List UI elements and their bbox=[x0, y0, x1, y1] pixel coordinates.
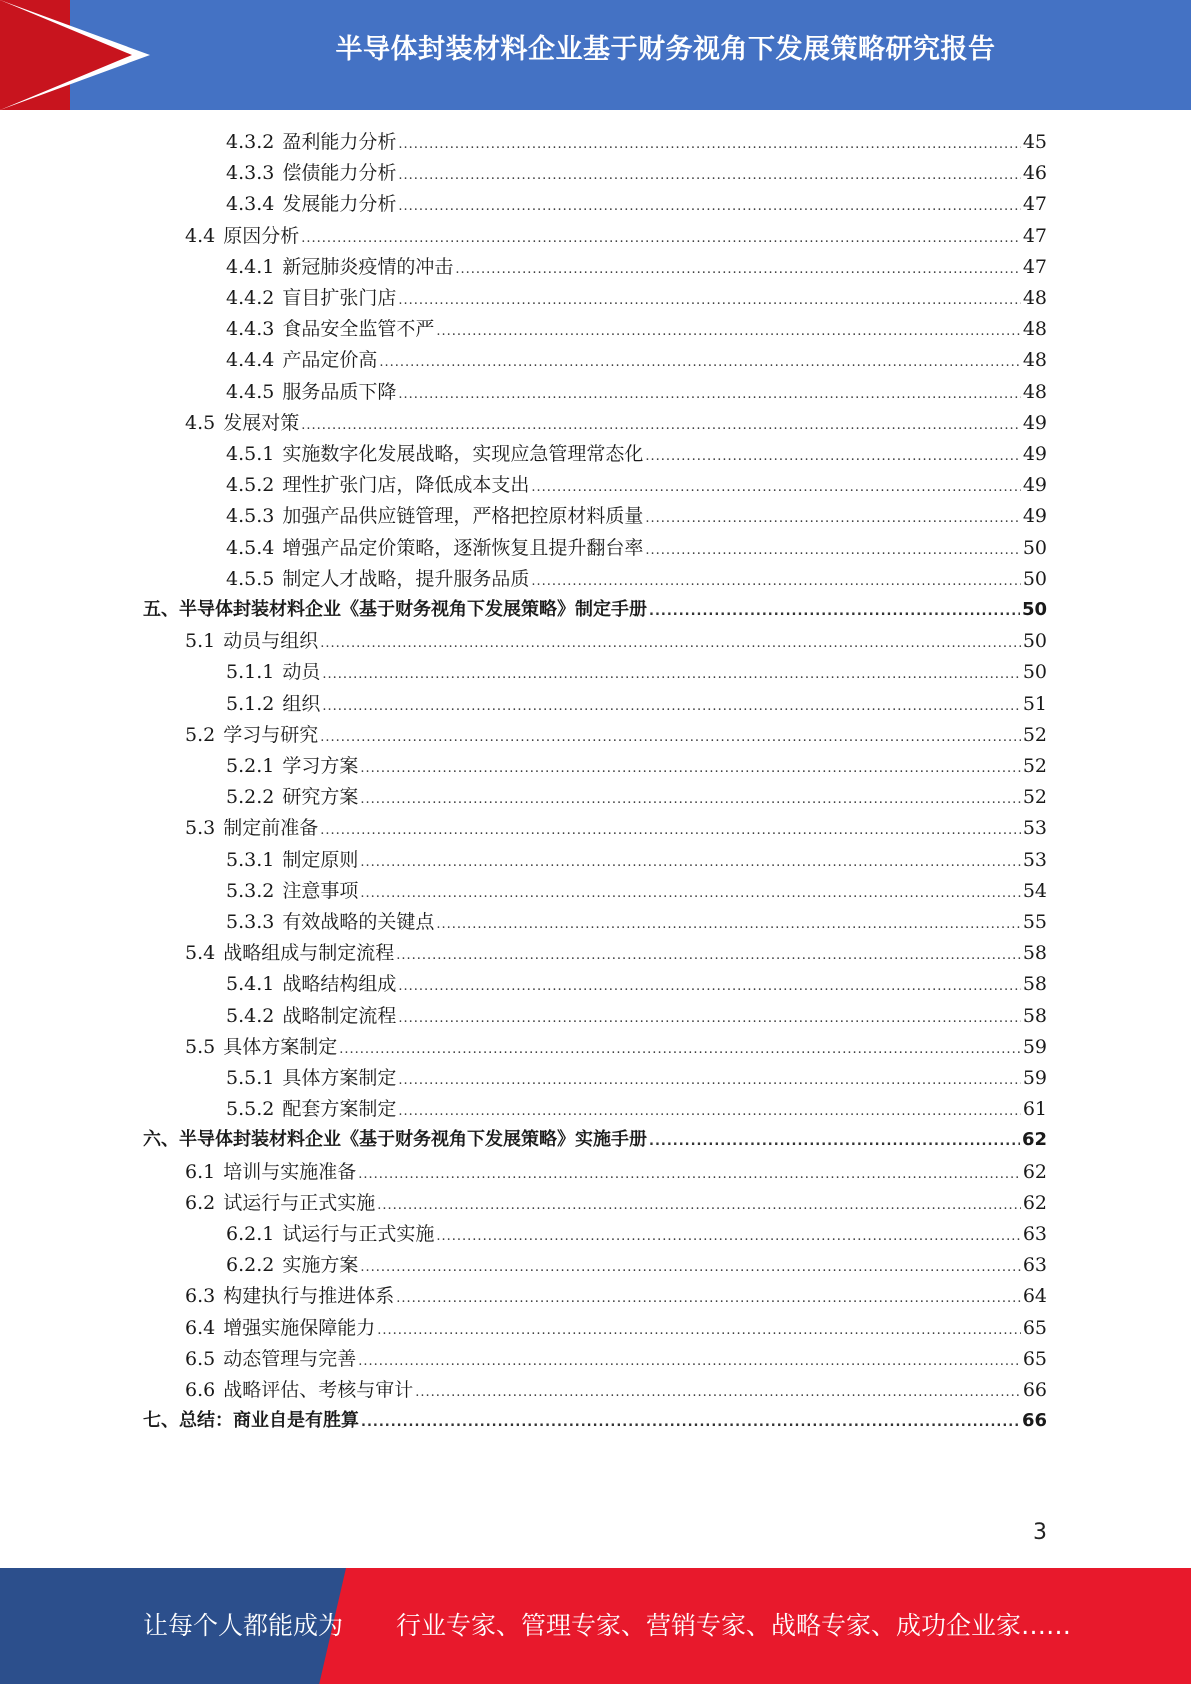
toc-entry-page: 55 bbox=[1022, 911, 1047, 933]
toc-dot-leader bbox=[322, 699, 1020, 714]
page-footer bbox=[0, 1568, 1191, 1684]
footer-slogan-left: 让每个人都能成为 bbox=[143, 1611, 344, 1640]
toc-entry-page: 66 bbox=[1022, 1379, 1047, 1401]
toc-entry[interactable] bbox=[185, 1188, 1047, 1219]
toc-entry-number: 4.5.5 bbox=[226, 567, 275, 590]
toc-dot-leader bbox=[360, 1260, 1020, 1275]
toc-entry-page: 50 bbox=[1022, 630, 1047, 653]
toc-entry-number: 5.2 bbox=[185, 723, 216, 746]
toc-entry-label: 食品安全监管不严 bbox=[282, 318, 435, 341]
toc-entry-number: 5.1.1 bbox=[226, 661, 275, 684]
toc-entry-label: 加强产品供应链管理，严格把控原材料质量 bbox=[282, 505, 644, 528]
page-header bbox=[0, 0, 1191, 110]
toc-entry-label: 战略结构组成 bbox=[282, 973, 397, 996]
toc-entry-label: 实施数字化发展战略，实现应急管理常态化 bbox=[282, 443, 644, 465]
toc-entry-label: 原因分析 bbox=[223, 224, 300, 247]
toc-entry-number: 5.3 bbox=[185, 817, 216, 840]
toc-entry-number: 5.5 bbox=[185, 1035, 216, 1058]
toc-entry-label: 构建执行与推进体系 bbox=[223, 1285, 395, 1308]
toc-entry[interactable] bbox=[226, 345, 1047, 376]
toc-dot-leader bbox=[396, 1291, 1021, 1306]
toc-dot-leader bbox=[455, 262, 1020, 277]
toc-entry-label: 偿债能力分析 bbox=[282, 162, 397, 185]
toc-entry-page: 48 bbox=[1022, 349, 1047, 372]
toc-entry-label: 学习方案 bbox=[282, 755, 359, 777]
toc-entry[interactable] bbox=[185, 221, 1047, 252]
toc-entry-label: 研究方案 bbox=[282, 786, 359, 809]
toc-entry-number: 4.4.1 bbox=[226, 255, 275, 278]
toc-entry-page: 47 bbox=[1022, 255, 1047, 278]
toc-entry-label: 动态管理与完善 bbox=[223, 1347, 357, 1370]
toc-entry-page: 62 bbox=[1022, 1191, 1047, 1214]
toc-entry-page: 49 bbox=[1022, 474, 1047, 497]
toc-dot-leader bbox=[645, 543, 1020, 558]
toc-entry-page: 47 bbox=[1022, 224, 1047, 247]
toc-entry-label: 增强实施保障能力 bbox=[223, 1316, 376, 1339]
toc-dot-leader bbox=[398, 1104, 1020, 1119]
toc-dot-leader bbox=[377, 1198, 1021, 1213]
toc-entry-page: 62 bbox=[1022, 1160, 1047, 1183]
toc-entry[interactable] bbox=[185, 1344, 1047, 1375]
toc-entry-page: 53 bbox=[1022, 817, 1047, 840]
toc-entry-number: 5.2.2 bbox=[226, 786, 275, 809]
toc-dot-leader bbox=[645, 449, 1020, 464]
toc-entry-label: 五、半导体封装材料企业《基于财务视角下发展策略》制定手册 bbox=[143, 599, 647, 620]
toc-entry-number: 6.1 bbox=[185, 1160, 216, 1183]
toc-entry-label: 发展能力分析 bbox=[282, 193, 397, 216]
toc-entry-label: 具体方案制定 bbox=[282, 1067, 397, 1089]
toc-entry-number: 4.4.2 bbox=[226, 287, 275, 309]
toc-dot-leader bbox=[360, 761, 1020, 776]
toc-entry[interactable] bbox=[226, 377, 1047, 408]
toc-entry[interactable] bbox=[226, 252, 1047, 283]
toc-entry-page: 63 bbox=[1022, 1223, 1047, 1245]
toc-entry-page: 49 bbox=[1022, 505, 1047, 528]
toc-entry[interactable] bbox=[226, 470, 1047, 501]
toc-entry-label: 七、总结：商业自是有胜算 bbox=[143, 1410, 359, 1432]
toc-entry-page: 62 bbox=[1021, 1129, 1047, 1151]
toc-entry-page: 54 bbox=[1022, 879, 1047, 902]
toc-entry-number: 4.5 bbox=[185, 411, 216, 434]
toc-entry-page: 64 bbox=[1022, 1285, 1047, 1308]
toc-entry[interactable] bbox=[226, 127, 1047, 158]
toc-dot-leader bbox=[398, 293, 1020, 308]
toc-entry-page: 50 bbox=[1022, 567, 1047, 590]
toc-entry[interactable] bbox=[226, 1063, 1047, 1094]
toc-dot-leader bbox=[436, 917, 1020, 932]
toc-entry-label: 试运行与正式实施 bbox=[223, 1191, 376, 1214]
toc-entry-label: 战略评估、考核与审计 bbox=[223, 1379, 414, 1401]
toc-entry-number: 4.5.3 bbox=[226, 505, 275, 528]
toc-entry-page: 50 bbox=[1021, 599, 1047, 620]
toc-entry[interactable] bbox=[143, 1406, 1047, 1437]
toc-dot-leader bbox=[361, 1415, 1020, 1430]
toc-dot-leader bbox=[322, 667, 1020, 682]
toc-dot-leader bbox=[398, 979, 1020, 994]
toc-entry[interactable] bbox=[143, 1125, 1047, 1156]
footer-slogan-right: 行业专家、管理专家、营销专家、战略专家、成功企业家…… bbox=[396, 1611, 1072, 1640]
report-title: 半导体封装材料企业基于财务视角下发展策略研究报告 bbox=[335, 34, 996, 65]
page-number: 3 bbox=[1033, 1520, 1047, 1545]
toc-entry[interactable] bbox=[226, 845, 1047, 876]
toc-entry-label: 战略制定流程 bbox=[282, 1004, 397, 1027]
toc-entry-number: 5.1 bbox=[185, 630, 216, 653]
toc-entry-number: 4.4.3 bbox=[226, 318, 275, 341]
toc-entry-label: 增强产品定价策略，逐渐恢复且提升翻台率 bbox=[282, 536, 644, 559]
toc-entry[interactable] bbox=[226, 1219, 1047, 1250]
toc-entry-label: 制定原则 bbox=[282, 848, 359, 871]
toc-entry-page: 47 bbox=[1022, 193, 1047, 216]
toc-entry-number: 4.5.2 bbox=[226, 474, 275, 497]
toc-entry-page: 58 bbox=[1022, 973, 1047, 996]
toc-entry-number: 5.2.1 bbox=[226, 755, 275, 777]
toc-entry-page: 51 bbox=[1022, 692, 1047, 715]
toc-dot-leader bbox=[398, 1011, 1020, 1026]
toc-entry-label: 具体方案制定 bbox=[223, 1035, 338, 1058]
toc-entry-page: 49 bbox=[1022, 411, 1047, 434]
toc-dot-leader bbox=[649, 1134, 1020, 1149]
toc-entry[interactable] bbox=[226, 969, 1047, 1000]
toc-entry-number: 5.3.2 bbox=[226, 879, 275, 902]
toc-entry[interactable] bbox=[185, 813, 1047, 844]
toc-entry-page: 61 bbox=[1022, 1098, 1047, 1121]
toc-dot-leader bbox=[531, 574, 1020, 589]
toc-entry-label: 培训与实施准备 bbox=[223, 1160, 357, 1183]
toc-entry[interactable] bbox=[226, 439, 1047, 470]
toc-entry[interactable] bbox=[226, 689, 1047, 720]
toc-entry-page: 45 bbox=[1022, 131, 1047, 153]
toc-dot-leader bbox=[645, 511, 1020, 526]
toc-dot-leader bbox=[398, 199, 1020, 214]
toc-entry[interactable] bbox=[185, 1157, 1047, 1188]
toc-entry[interactable] bbox=[185, 408, 1047, 439]
toc-entry-number: 4.5.1 bbox=[226, 443, 275, 465]
toc-entry-page: 58 bbox=[1022, 1004, 1047, 1027]
toc-entry-number: 6.2 bbox=[185, 1191, 216, 1214]
toc-entry-number: 4.4.4 bbox=[226, 349, 275, 372]
toc-entry[interactable] bbox=[185, 1281, 1047, 1312]
toc-entry-number: 4.4 bbox=[185, 224, 216, 247]
toc-entry-number: 4.3.4 bbox=[226, 193, 275, 216]
toc-entry-number: 4.3.3 bbox=[226, 162, 275, 185]
toc-entry-number: 5.5.2 bbox=[226, 1098, 275, 1121]
toc-entry[interactable] bbox=[185, 720, 1047, 751]
toc-entry[interactable] bbox=[226, 1001, 1047, 1032]
toc-dot-leader bbox=[398, 137, 1020, 152]
toc-entry-number: 4.3.2 bbox=[226, 131, 275, 153]
toc-entry-page: 48 bbox=[1022, 380, 1047, 403]
toc-entry[interactable] bbox=[226, 657, 1047, 688]
toc-entry-label: 动员 bbox=[282, 661, 321, 684]
toc-entry[interactable] bbox=[226, 782, 1047, 813]
toc-entry-label: 学习与研究 bbox=[223, 723, 319, 746]
toc-dot-leader bbox=[531, 480, 1020, 495]
toc-entry-page: 46 bbox=[1022, 162, 1047, 185]
toc-entry[interactable] bbox=[226, 158, 1047, 189]
toc-entry-page: 49 bbox=[1022, 443, 1047, 465]
toc-dot-leader bbox=[301, 418, 1021, 433]
toc-dot-leader bbox=[415, 1385, 1021, 1400]
toc-entry[interactable] bbox=[185, 1313, 1047, 1344]
toc-entry-label: 产品定价高 bbox=[282, 349, 378, 372]
toc-entry-label: 实施方案 bbox=[282, 1254, 359, 1277]
toc-entry-label: 动员与组织 bbox=[223, 630, 319, 653]
toc-entry-label: 盈利能力分析 bbox=[282, 131, 397, 153]
toc-dot-leader bbox=[320, 636, 1021, 651]
toc-dot-leader bbox=[398, 168, 1020, 183]
toc-entry-number: 5.4.1 bbox=[226, 973, 275, 996]
toc-entry-label: 制定前准备 bbox=[223, 817, 319, 840]
toc-entry-label: 制定人才战略，提升服务品质 bbox=[282, 567, 530, 590]
toc-dot-leader bbox=[436, 1229, 1020, 1244]
toc-entry-page: 48 bbox=[1022, 287, 1047, 309]
toc-entry-page: 59 bbox=[1022, 1035, 1047, 1058]
toc-entry-page: 52 bbox=[1022, 786, 1047, 809]
toc-entry-label: 六、半导体封装材料企业《基于财务视角下发展策略》实施手册 bbox=[143, 1129, 647, 1151]
toc-entry[interactable] bbox=[226, 564, 1047, 595]
toc-entry-page: 52 bbox=[1022, 723, 1047, 746]
toc-entry-label: 理性扩张门店，降低成本支出 bbox=[282, 474, 530, 497]
toc-dot-leader bbox=[320, 730, 1021, 745]
toc-entry-number: 4.5.4 bbox=[226, 536, 275, 559]
toc-dot-leader bbox=[360, 792, 1020, 807]
toc-entry-label: 战略组成与制定流程 bbox=[223, 942, 395, 965]
toc-entry-number: 6.5 bbox=[185, 1347, 216, 1370]
toc-entry-label: 发展对策 bbox=[223, 411, 300, 434]
toc-entry[interactable] bbox=[185, 626, 1047, 657]
toc-entry-page: 65 bbox=[1022, 1316, 1047, 1339]
toc-entry-number: 5.3.1 bbox=[226, 848, 275, 871]
toc-entry-label: 试运行与正式实施 bbox=[282, 1223, 435, 1245]
toc-entry[interactable] bbox=[143, 595, 1047, 626]
toc-entry[interactable] bbox=[226, 501, 1047, 532]
toc-dot-leader bbox=[377, 1323, 1021, 1338]
toc-entry-page: 59 bbox=[1022, 1067, 1047, 1089]
toc-dot-leader bbox=[360, 855, 1020, 870]
toc-entry-number: 5.4.2 bbox=[226, 1004, 275, 1027]
toc-dot-leader bbox=[301, 231, 1021, 246]
toc-entry-page: 66 bbox=[1021, 1410, 1047, 1432]
toc-dot-leader bbox=[358, 1167, 1021, 1182]
toc-entry-number: 6.4 bbox=[185, 1316, 216, 1339]
header-arrow-icon bbox=[0, 0, 132, 110]
toc-entry[interactable] bbox=[226, 283, 1047, 314]
toc-entry-page: 50 bbox=[1022, 536, 1047, 559]
toc-entry-number: 6.6 bbox=[185, 1379, 216, 1401]
toc-dot-leader bbox=[436, 324, 1020, 339]
toc-entry-label: 服务品质下降 bbox=[282, 380, 397, 403]
toc-entry-number: 5.1.2 bbox=[226, 692, 275, 715]
toc-entry-number: 5.5.1 bbox=[226, 1067, 275, 1089]
toc-entry[interactable] bbox=[226, 907, 1047, 938]
toc-dot-leader bbox=[360, 886, 1020, 901]
toc-dot-leader bbox=[358, 1354, 1021, 1369]
toc-entry-number: 4.4.5 bbox=[226, 380, 275, 403]
toc-entry[interactable] bbox=[226, 1094, 1047, 1125]
toc-entry-page: 63 bbox=[1022, 1254, 1047, 1277]
toc-entry[interactable] bbox=[226, 751, 1047, 782]
toc-entry-number: 6.2.2 bbox=[226, 1254, 275, 1277]
toc-entry[interactable] bbox=[226, 876, 1047, 907]
toc-entry-number: 6.3 bbox=[185, 1285, 216, 1308]
toc-entry[interactable] bbox=[226, 189, 1047, 220]
toc-entry[interactable] bbox=[185, 1375, 1047, 1406]
toc-dot-leader bbox=[379, 355, 1020, 370]
toc-entry-label: 新冠肺炎疫情的冲击 bbox=[282, 255, 454, 278]
toc-entry-label: 注意事项 bbox=[282, 879, 359, 902]
toc-entry-page: 53 bbox=[1022, 848, 1047, 871]
toc-entry-label: 组织 bbox=[282, 692, 321, 715]
toc-entry-number: 6.2.1 bbox=[226, 1223, 275, 1245]
toc-entry[interactable] bbox=[226, 533, 1047, 564]
toc-entry-label: 有效战略的关键点 bbox=[282, 911, 435, 933]
toc-entry-label: 盲目扩张门店 bbox=[282, 287, 397, 309]
toc-entry-page: 65 bbox=[1022, 1347, 1047, 1370]
toc-dot-leader bbox=[649, 604, 1020, 619]
toc-entry[interactable] bbox=[226, 1250, 1047, 1281]
toc-entry[interactable] bbox=[185, 1032, 1047, 1063]
toc-entry-page: 58 bbox=[1022, 942, 1047, 965]
toc-entry-number: 5.3.3 bbox=[226, 911, 275, 933]
toc-entry-label: 配套方案制定 bbox=[282, 1098, 397, 1121]
toc-entry[interactable] bbox=[185, 938, 1047, 969]
toc-dot-leader bbox=[398, 1073, 1020, 1088]
toc-entry-page: 50 bbox=[1022, 661, 1047, 684]
toc-entry-page: 52 bbox=[1022, 755, 1047, 777]
toc-entry-page: 48 bbox=[1022, 318, 1047, 341]
toc-dot-leader bbox=[320, 823, 1021, 838]
toc-dot-leader bbox=[396, 948, 1021, 963]
toc-dot-leader bbox=[398, 387, 1020, 402]
toc-dot-leader bbox=[339, 1042, 1021, 1057]
toc-entry[interactable] bbox=[226, 314, 1047, 345]
toc-entry-number: 5.4 bbox=[185, 942, 216, 965]
